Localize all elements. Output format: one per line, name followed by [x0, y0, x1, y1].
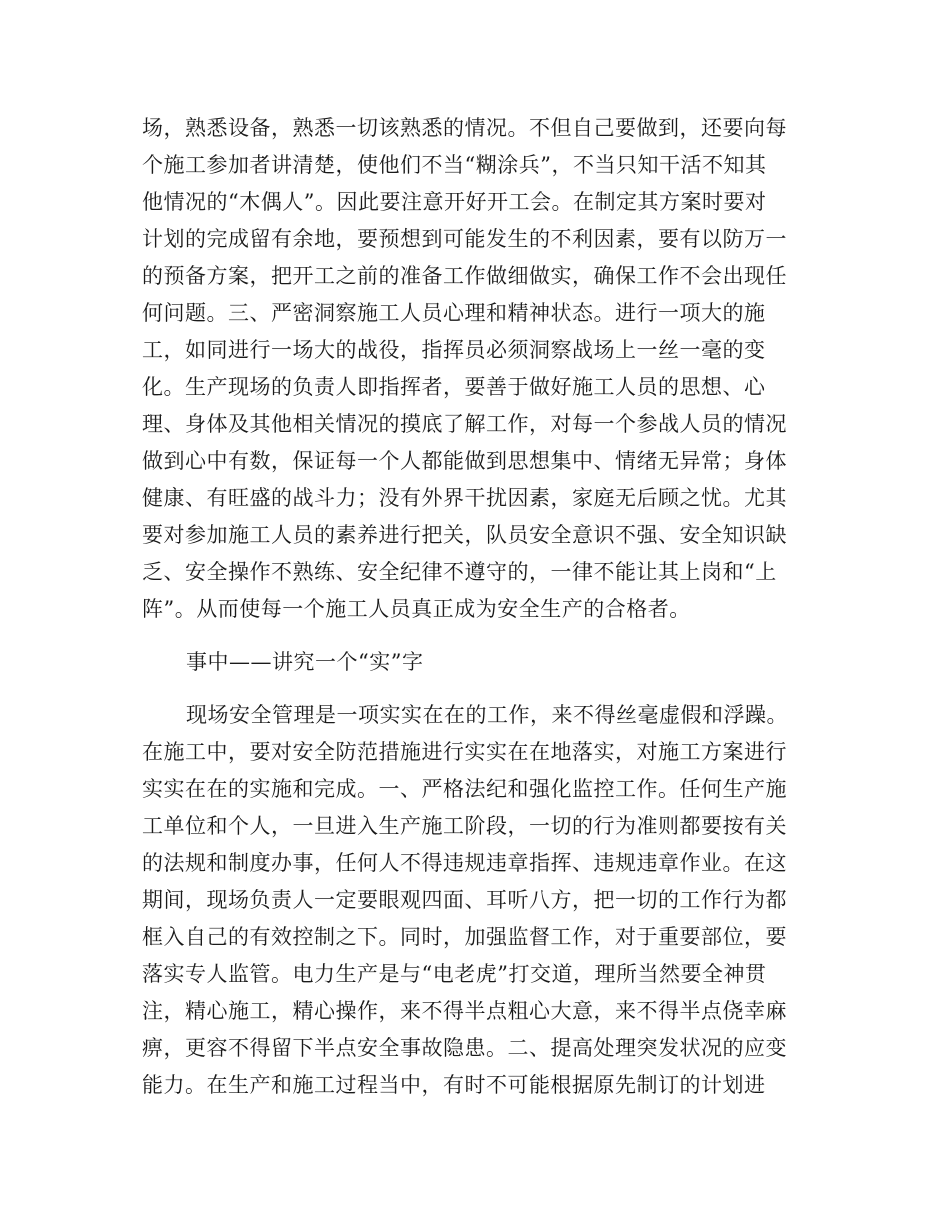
- text-line: 在施工中，要对安全防范措施进行实实在在地落实，对施工方案进行: [142, 740, 787, 764]
- text-line: 要对参加施工人员的素养进行把关，队员安全意识不强、安全知识缺: [142, 523, 787, 547]
- text-line: 工单位和个人，一旦进入生产施工阶段，一切的行为准则都要按有关: [142, 814, 787, 838]
- text-line: 化。生产现场的负责人即指挥者，要善于做好施工人员的思想、心: [142, 375, 766, 399]
- text-line: 计划的完成留有余地，要预想到可能发生的不利因素，要有以防万一: [142, 227, 787, 251]
- text-line: 现场安全管理是一项实实在在的工作，来不得丝毫虚假和浮躁。: [186, 703, 788, 727]
- text-line: 场，熟悉设备，熟悉一切该熟悉的情况。不但自己要做到，还要向每: [142, 116, 787, 140]
- text-line: 落实专人监管。电力生产是与“电老虎”打交道，理所当然要全神贯: [142, 962, 767, 986]
- text-line: 能力。在生产和施工过程当中，有时不可能根据原先制订的计划进: [142, 1073, 766, 1097]
- text-line: 阵”。从而使每一个施工人员真正成为安全生产的合格者。: [142, 597, 691, 621]
- text-line: 的预备方案，把开工之前的准备工作做细做实，确保工作不会出现任: [142, 264, 787, 288]
- text-line: 框入自己的有效控制之下。同时，加强监督工作，对于重要部位，要: [142, 925, 787, 949]
- text-line: 注，精心施工，精心操作，来不得半点粗心大意，来不得半点侥幸麻: [142, 999, 787, 1023]
- text-line: 的法规和制度办事，任何人不得违规违章指挥、违规违章作业。在这: [142, 851, 787, 875]
- text-line: 期间，现场负责人一定要眼观四面、耳听八方，把一切的工作行为都: [142, 888, 787, 912]
- text-line: 个施工参加者讲清楚，使他们不当“糊涂兵”，不当只知干活不知其: [142, 153, 767, 177]
- text-line: 做到心中有数，保证每一个人都能做到思想集中、情绪无异常；身体: [142, 449, 787, 473]
- text-line: 乏、安全操作不熟练、安全纪律不遵守的，一律不能让其上岗和“上: [142, 560, 777, 584]
- text-line: 理、身体及其他相关情况的摸底了解工作，对每一个参战人员的情况: [142, 412, 787, 436]
- text-line: 实实在在的实施和完成。一、严格法纪和强化监控工作。任何生产施: [142, 777, 787, 801]
- section-heading: 事中——讲究一个“实”字: [186, 650, 424, 674]
- text-line: 他情况的“木偶人”。因此要注意开好开工会。在制定其方案时要对: [142, 190, 767, 214]
- text-line: 何问题。三、严密洞察施工人员心理和精神状态。进行一项大的施: [142, 301, 766, 325]
- text-line: 工，如同进行一场大的战役，指挥员必须洞察战场上一丝一毫的变: [142, 338, 766, 362]
- text-line: 健康、有旺盛的战斗力；没有外界干扰因素，家庭无后顾之忧。尤其: [142, 486, 787, 510]
- text-line: 痹，更容不得留下半点安全事故隐患。二、提高处理突发状况的应变: [142, 1036, 787, 1060]
